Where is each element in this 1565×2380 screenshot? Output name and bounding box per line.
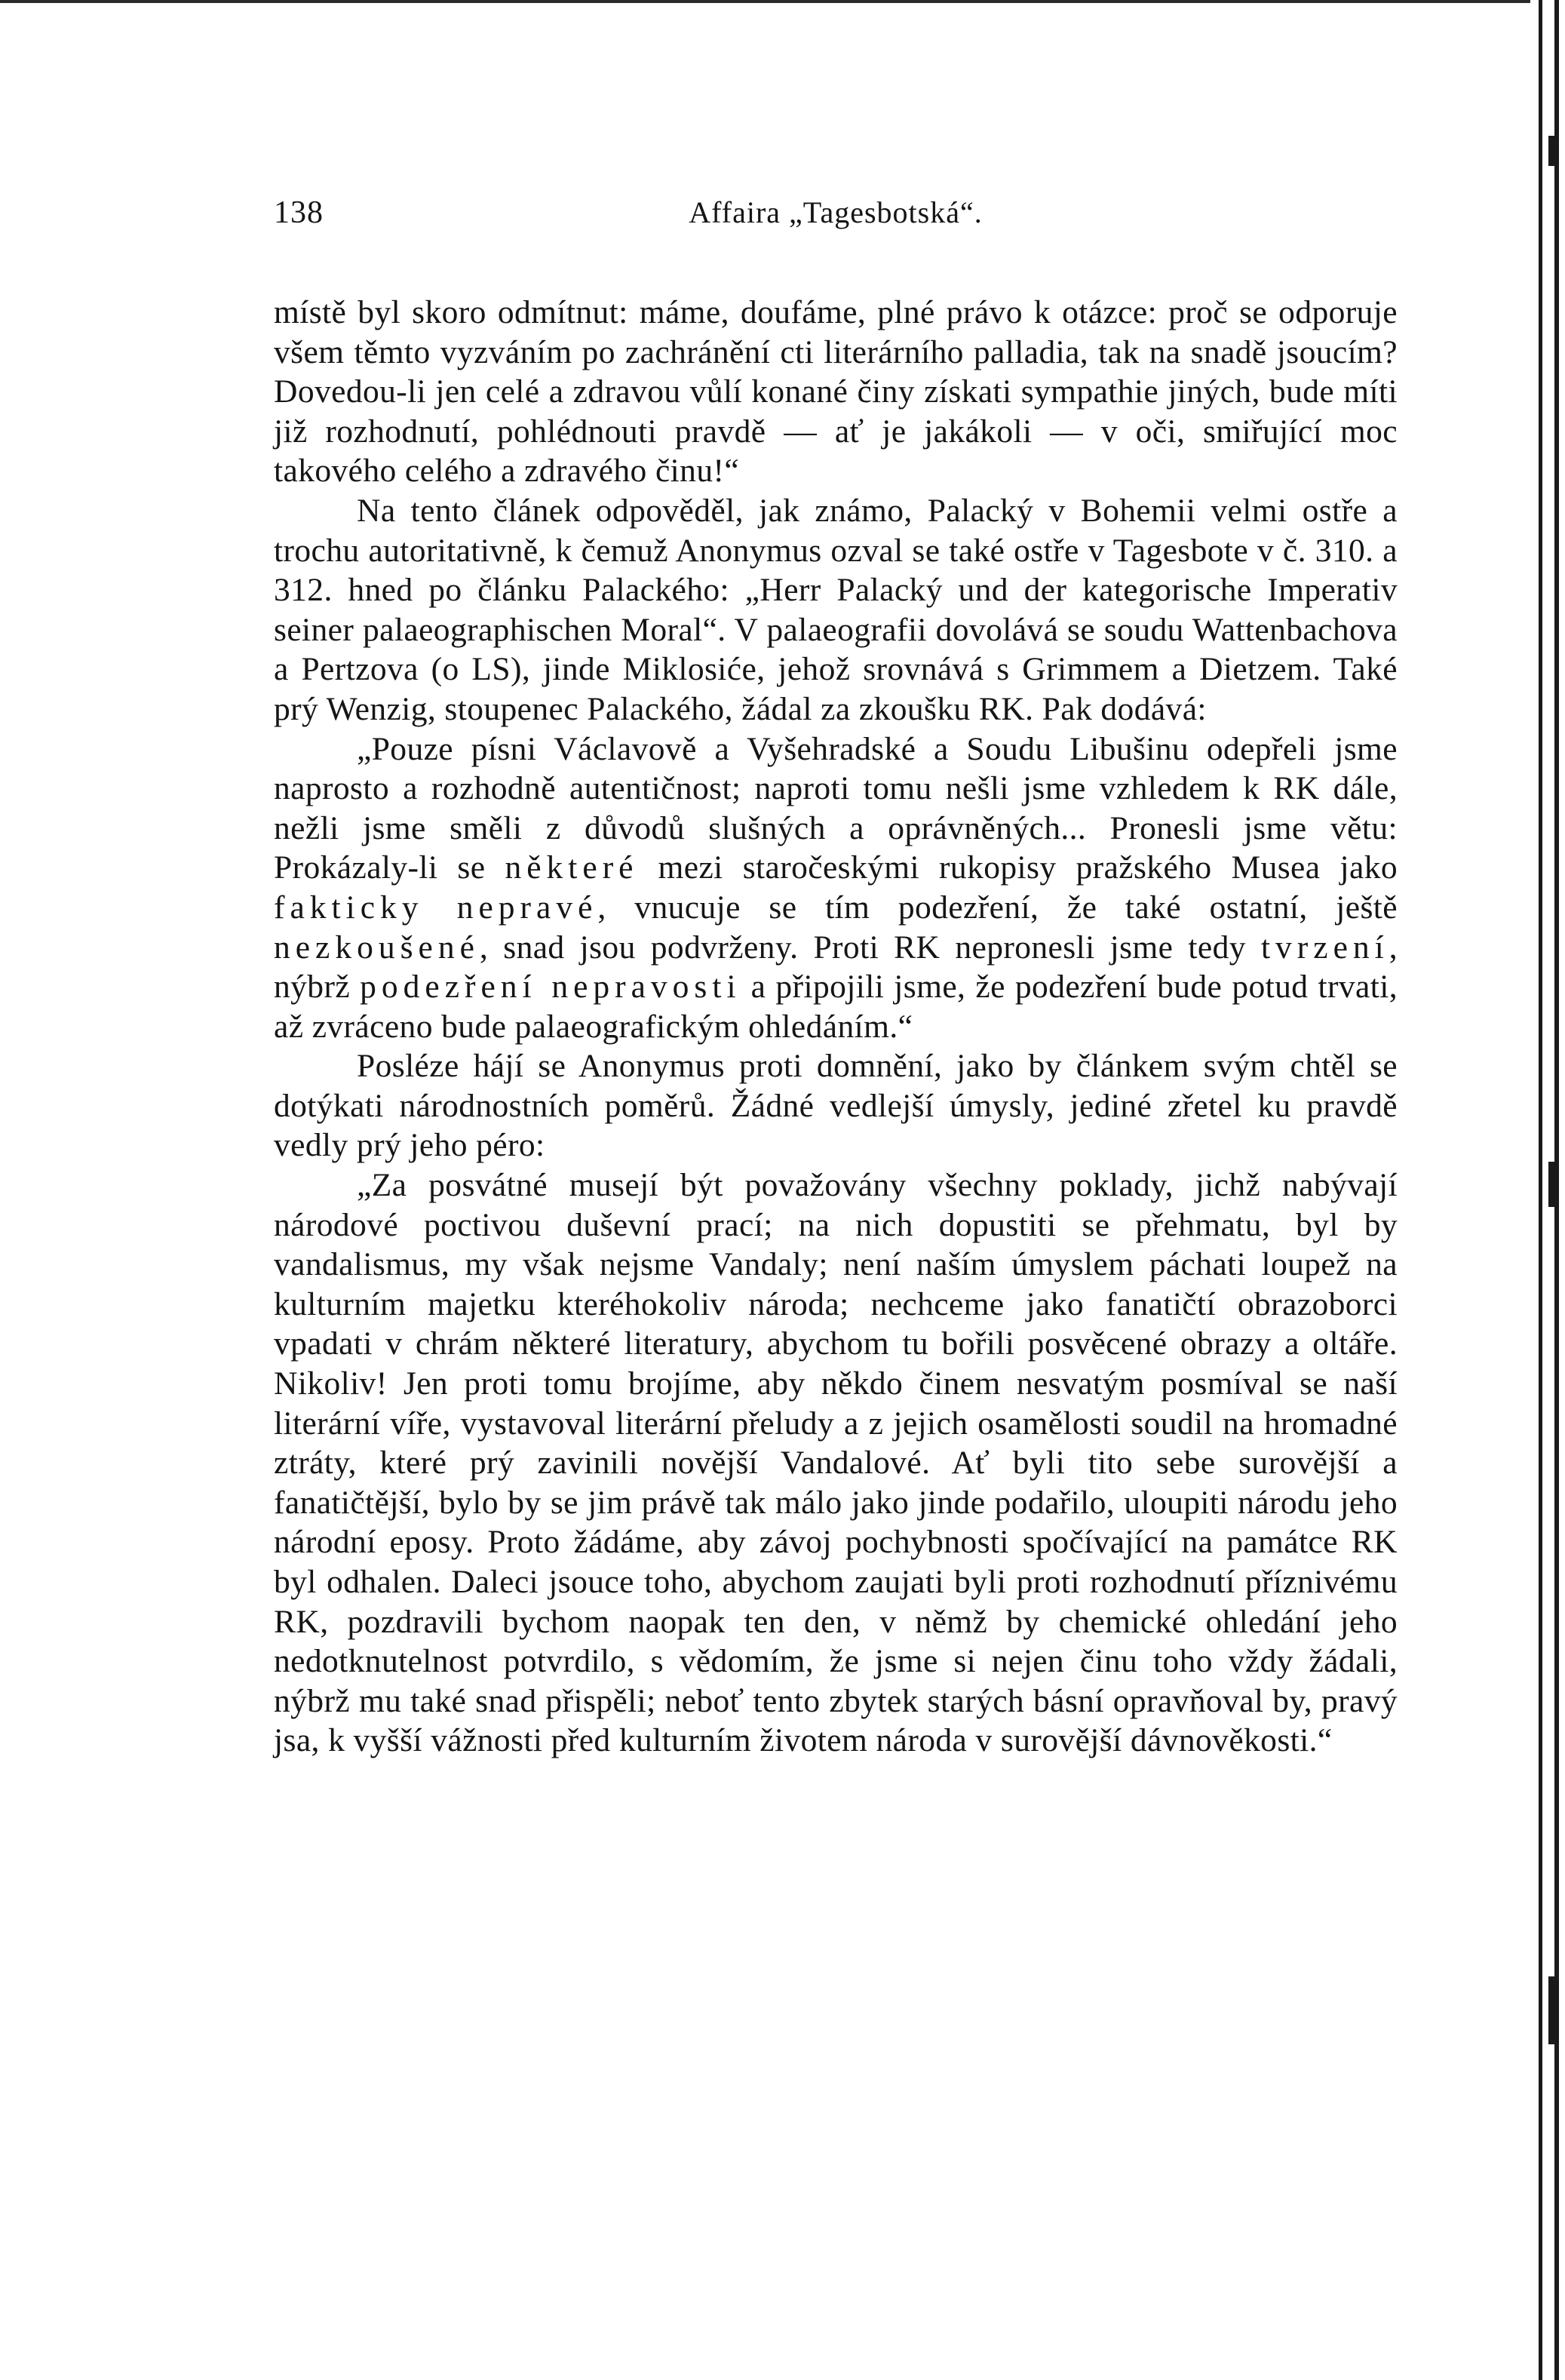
- text-run: „Pouze písni Václavově a Vyšehradské a Soudu Libušinu odepřeli jsme naprosto a rozhodně autentičnost; naproti tomu nešli jsme vzhledem k RK dále, nežli jsme směli z důvodů slušných a oprávněných... Pronesli jsme větu: Prokázaly-li se: [274, 730, 1398, 886]
- paragraph: místě byl skoro odmítnut: máme, doufáme, plné právo k otázce: proč se odporuje všem těmto vyzváním po zachránění cti literárního palladia, tak na snadě jsoucím? Dovedou-li jen celé a zdravou vůlí konané činy získati sympathie jiných, bude míti již rozhodnutí, pohlédnouti pravdě — ať je jakákoli — v oči, smiřující moc takového celého a zdravého činu!“: [274, 294, 1398, 490]
- emphasized-text: fakticky nepravé: [274, 889, 598, 926]
- text-run: , nýbrž: [274, 929, 1398, 1006]
- running-title: Affaira „Tagesbotská“.: [689, 195, 983, 229]
- scan-edge-mark: [1548, 136, 1556, 166]
- page-number: 138: [274, 195, 324, 230]
- scan-top-edge: [0, 0, 1530, 3]
- text-run: , vnucuje se tím podezření, že také ostatní, ještě: [597, 889, 1398, 926]
- text-run: mezi staročeskými rukopisy pražského Musea jako: [638, 849, 1398, 886]
- text-run: a připojili jsme, že podezření bude potud trvati, až zvráceno bude palaeografickým ohledáním.“: [274, 969, 1398, 1045]
- scan-page-edge-line: [1539, 0, 1542, 2380]
- scan-edge-mark: [1548, 1162, 1556, 1207]
- emphasized-text: některé: [505, 849, 639, 886]
- text-run: , snad jsou podvrženy. Proti RK nepronesli jsme tedy: [479, 929, 1261, 966]
- quoted-paragraph: „Za posvátné musejí být považovány všechny poklady, jichž nabývají národové poctivou duševní prací; na nich dopustiti se přehmatu, byl by vandalismus, my však nejsme Vandaly; není naším úmyslem páchati loupež na kulturním majetku kteréhokoliv národa; nechceme jako fanatičtí obrazoborci vpadati v chrám některé literatury, abychom tu bořili posvěcené obrazy a oltáře. Nikoliv! Jen proti tomu brojíme, aby někdo činem nesvatým posmíval se naší literární víře, vystavoval literární přeludy a z jejich osamělosti soudil na hromadné ztráty, které prý zavinili novější Vandalové. Ať byli tito sebe surovější a fanatičtější, bylo by se jim právě tak málo jako jinde podařilo, uloupiti národu jeho národní eposy. Proto žádáme, aby závoj pochybnosti spočívající na památce RK byl odhalen. Daleci jsouce toho, abychom zaujati byli proti rozhodnutí příznivému RK, pozdravili bychom naopak ten den, v němž by chemické ohledání jeho nedotknutelnost potvrdilo, s vědomím, že jsme si nejen činu toho vždy žádali, nýbrž mu také snad přispěli; neboť tento zbytek starých básní opravňoval by, pravý jsa, k vyšší vážnosti před kulturním životem národa v surovější dávnověkosti.“: [274, 1167, 1398, 1759]
- scan-right-margin: [1530, 0, 1565, 2380]
- emphasized-text: nezkoušené: [274, 929, 480, 966]
- page-body: [274, 293, 1398, 1761]
- emphasized-text: tvrzení: [1260, 929, 1389, 966]
- paragraph: Na tento článek odpověděl, jak známo, Palacký v Bohemii velmi ostře a trochu autoritativně, k čemuž Anonymus ozval se také ostře v Tagesbote v č. 310. a 312. hned po článku Palackého: „Herr Palacký und der kategorische Imperativ seiner palaeographischen Moral“. V palaeografii dovolává se soudu Wattenbachova a Pertzova (o LS), jinde Miklosiće, jehož srovnává s Grimmem a Dietzem. Také prý Wenzig, stoupenec Palackého, žádal za zkoušku RK. Pak dodává:: [274, 492, 1398, 727]
- page-header: [274, 195, 1398, 240]
- quoted-paragraph: [274, 729, 1398, 1047]
- scan-edge-mark: [1548, 1976, 1556, 2044]
- paragraph: Posléze hájí se Anonymus proti domnění, jako by článkem svým chtěl se dotýkati národnostních poměrů. Žádné vedlejší úmysly, jediné zřetel ku pravdě vedly prý jeho péro:: [274, 1048, 1398, 1164]
- emphasized-text: podezření nepravosti: [360, 969, 741, 1006]
